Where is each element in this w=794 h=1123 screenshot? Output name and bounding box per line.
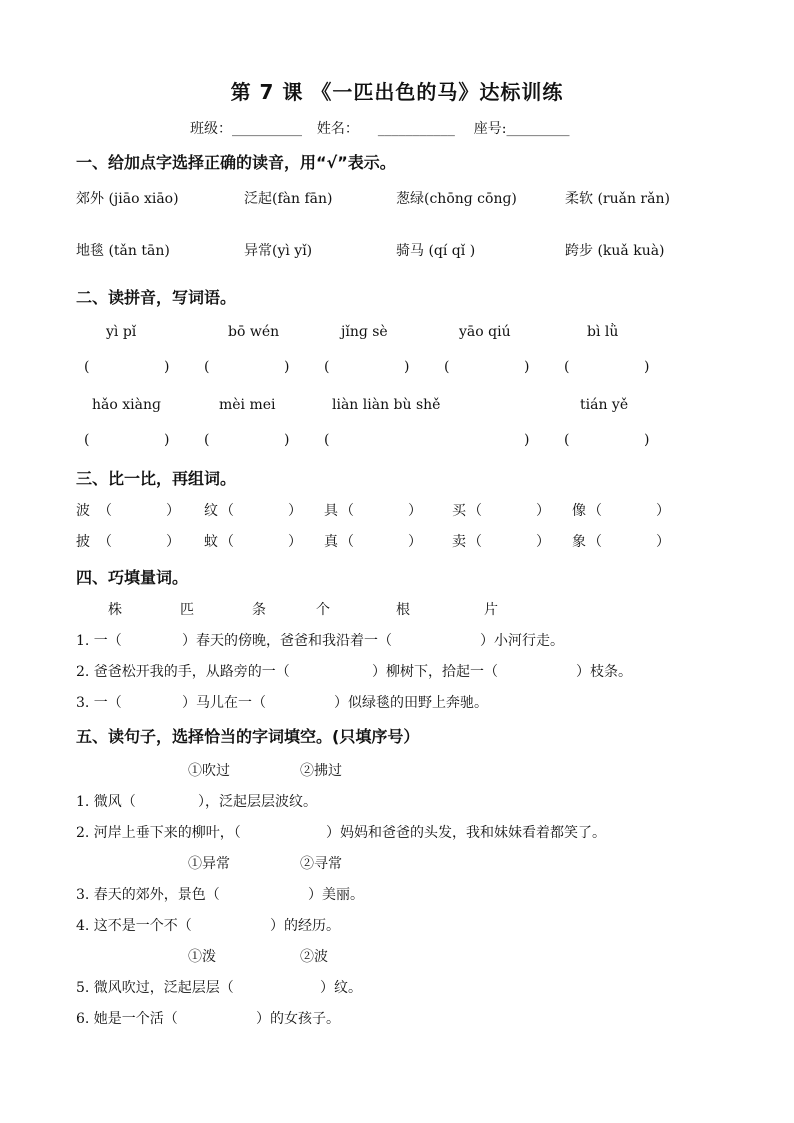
compare-char: 真 [324,534,338,550]
paren-close: ) [164,432,170,448]
section-4-heading: 四、巧填量词。 [76,568,189,587]
q-text: 5. 微风吹过，泛起层层（ [76,980,234,996]
compare-char: 纹 [204,503,218,519]
paren-close: ) [524,432,530,448]
compare-row-2: 披 （ ） 蚊 （ ） 真 （ ） 卖 （ ） 象 （ ） [0,531,794,555]
pron-item[interactable]: 地毯 (tǎn tān) [76,243,170,259]
measure-word: 株 [108,602,122,618]
q-text: 1. 微风（ [76,794,136,810]
paren-open: ( [84,432,90,448]
paren-close: ) [644,432,650,448]
q-text: ）小河行走。 [480,633,564,649]
paren-open: ( [564,432,570,448]
paren-open: ( [204,432,210,448]
option: ②拂过 [300,763,342,779]
pron-item[interactable]: 泛起(fàn fān) [244,191,333,207]
pinyin: jǐnɡ sè [341,324,388,340]
pinyin: hǎo xiànɡ [92,397,161,413]
compare-char: 买 [452,503,466,519]
pinyin: yì pǐ [106,324,137,340]
paren-close: ) [284,359,290,375]
seat-label: 座号: [473,121,507,137]
measure-word-bank [0,599,794,623]
pron-item[interactable]: 柔软 (ruǎn rǎn) [565,191,670,207]
q-text: ）的女孩子。 [256,1011,340,1027]
section-1-row-1 [0,188,794,212]
option: ①吹过 [188,763,230,779]
paren-close: ) [644,359,650,375]
answer-row-2 [0,432,794,456]
q-text: ）马儿在一（ [182,695,266,711]
q-text: ），泛起层层波纹。 [198,794,317,810]
fill-q2 [0,822,794,846]
option: ①泼 [188,949,216,965]
q-text: ）美丽。 [308,887,364,903]
paren-open: ( [564,359,570,375]
q-text: 2. 爸爸松开我的手，从路旁的一（ [76,664,290,680]
compare-char: 蚊 [204,534,218,550]
option: ②寻常 [300,856,342,872]
options-2 [0,853,794,877]
pron-item[interactable]: 葱绿(chōnɡ cōnɡ) [396,191,517,207]
compare-char: 具 [324,503,338,519]
section-2-heading: 二、读拼音，写词语。 [76,288,237,307]
option: ①异常 [188,856,230,872]
q-text: ）妈妈和爸爸的头发，我和妹妹看着都笑了。 [326,825,606,841]
compare-char: 像 [572,503,586,519]
q-text: ）柳树下，拾起一（ [372,664,498,680]
paren-open: ( [444,359,450,375]
answer-row-1 [0,359,794,383]
fill-q5 [0,977,794,1001]
paren-open: ( [84,359,90,375]
compare-row-1: 波 （ ） 纹 （ ） 具 （ ） 买 （ ） 像 （ ） [0,500,794,524]
pron-item[interactable]: 骑马 (qí qǐ ) [396,243,476,259]
section-3-heading: 三、比一比，再组词。 [76,469,237,488]
compare-char: 披 [76,534,90,550]
class-label: 班级： [190,121,232,137]
paren-open: ( [204,359,210,375]
paren-close: ) [284,432,290,448]
paren-open: ( [324,432,330,448]
fill-q1 [0,791,794,815]
paren-close: ) [524,359,530,375]
section-1-row-2 [0,240,794,264]
q-text: 6. 她是一个活（ [76,1011,178,1027]
pinyin: liàn liàn bù shě [332,397,441,413]
measure-q2 [0,661,794,685]
page-title: 第 7 课 《一匹出色的马》达标训练 [230,80,564,104]
compare-char: 象 [572,534,586,550]
q-text: 3. 春天的郊外，景色（ [76,887,220,903]
measure-word: 片 [484,602,498,618]
pinyin-row-1 [0,324,794,348]
paren-close: ) [404,359,410,375]
q-text: ）的经历。 [270,918,340,934]
pron-item[interactable]: 郊外 (jiāo xiāo) [76,191,179,207]
measure-word: 个 [316,602,330,618]
student-info [190,118,569,138]
paren-open: ( [324,359,330,375]
pinyin-row-2 [0,397,794,421]
q-text: 3. 一（ [76,695,122,711]
options-3 [0,946,794,970]
measure-q3 [0,692,794,716]
q-text: 4. 这不是一个不（ [76,918,192,934]
pinyin: bō wén [228,324,280,340]
q-text: 1. 一（ [76,633,122,649]
measure-word: 匹 [180,602,194,618]
pinyin: bì lǜ [587,324,619,340]
fill-q6 [0,1008,794,1032]
q-text: ）似绿毯的田野上奔驰。 [334,695,488,711]
fill-q4 [0,915,794,939]
seat-blank[interactable]: _________ [506,121,570,137]
class-blank[interactable]: __________ [232,121,302,137]
pron-item[interactable]: 异常(yì yǐ) [244,243,313,259]
pinyin: tián yě [580,397,629,413]
name-label: 姓名： [316,121,359,137]
q-text: 2. 河岸上垂下来的柳叶，（ [76,825,241,841]
pinyin: mèi mei [219,397,276,413]
measure-word: 根 [396,602,410,618]
options-1 [0,760,794,784]
measure-q1 [0,630,794,654]
q-text: ）枝条。 [576,664,632,680]
name-blank[interactable]: ___________ [377,121,455,137]
option: ②波 [300,949,328,965]
measure-word: 条 [252,602,266,618]
section-1-heading: 一、给加点字选择正确的读音，用“√”表示。 [76,153,396,172]
fill-q3 [0,884,794,908]
q-text: ）纹。 [320,980,362,996]
pron-item[interactable]: 跨步 (kuǎ kuà) [565,243,665,259]
pinyin: yāo qiú [459,324,511,340]
compare-char: 波 [76,503,90,519]
compare-char: 卖 [452,534,466,550]
section-5-heading: 五、读句子，选择恰当的字词填空。(只填序号） [76,727,420,746]
q-text: ）春天的傍晚，爸爸和我沿着一（ [182,633,392,649]
paren-close: ) [164,359,170,375]
